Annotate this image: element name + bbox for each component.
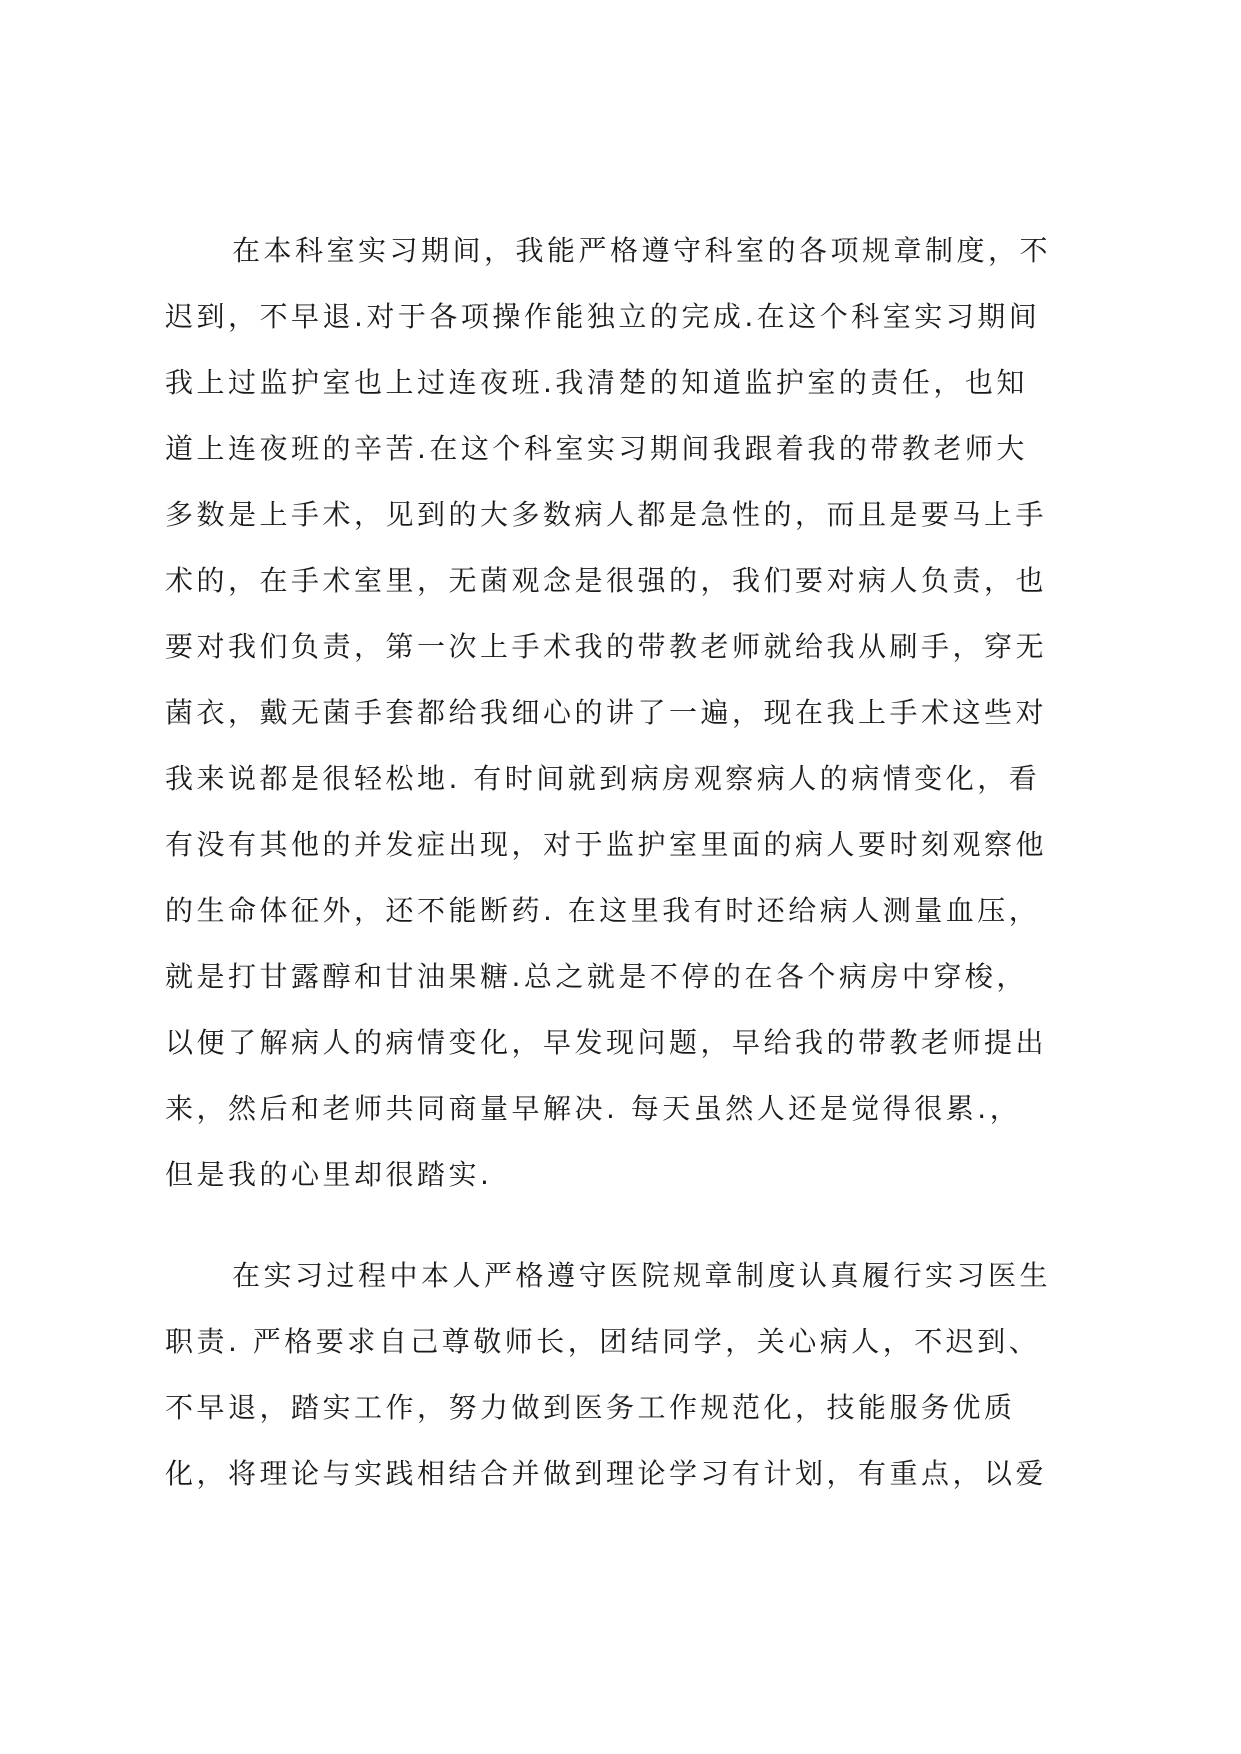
paragraph-line: 术的，在手术室里，无菌观念是很强的，我们要对病人负责，也 <box>165 564 1048 597</box>
paragraph-line: 职责. 严格要求自己尊敬师长，团结同学，关心病人，不迟到、 <box>165 1325 1041 1358</box>
paragraph-line: 就是打甘露醇和甘油果糖.总之就是不停的在各个病房中穿梭， <box>165 960 1028 993</box>
paragraph-2 <box>165 1243 1095 1507</box>
paragraph-line: 我来说都是很轻松地. 有时间就到病房观察病人的病情变化，看 <box>165 762 1041 795</box>
paragraph-line: 迟到，不早退.对于各项操作能独立的完成.在这个科室实习期间 <box>165 300 1041 333</box>
paragraph-line: 有没有其他的并发症出现，对于监护室里面的病人要时刻观察他 <box>165 828 1048 861</box>
paragraph-line: 的生命体征外，还不能断药. 在这里我有时还给病人测量血压， <box>165 894 1041 927</box>
paragraph-line: 化，将理论与实践相结合并做到理论学习有计划，有重点，以爱 <box>165 1457 1048 1490</box>
paragraph-line: 菌衣，戴无菌手套都给我细心的讲了一遍，现在我上手术这些对 <box>165 696 1048 729</box>
paragraph-line: 要对我们负责，第一次上手术我的带教老师就给我从刷手，穿无 <box>165 630 1048 663</box>
paragraph-line: 以便了解病人的病情变化，早发现问题，早给我的带教老师提出 <box>165 1026 1048 1059</box>
paragraph-line: 在实习过程中本人严格遵守医院规章制度认真履行实习医生 <box>232 1259 1052 1292</box>
paragraph-line: 多数是上手术，见到的大多数病人都是急性的，而且是要马上手 <box>165 498 1048 531</box>
paragraph-line: 但是我的心里却很踏实. <box>165 1158 493 1191</box>
paragraph-1 <box>165 218 1095 1208</box>
paragraph-line: 来，然后和老师共同商量早解决. 每天虽然人还是觉得很累.， <box>165 1092 1022 1125</box>
paragraph-line: 不早退，踏实工作，努力做到医务工作规范化，技能服务优质 <box>165 1391 1016 1424</box>
paragraph-line: 我上过监护室也上过连夜班.我清楚的知道监护室的责任，也知 <box>165 366 1028 399</box>
paragraph-line: 在本科室实习期间，我能严格遵守科室的各项规章制度，不 <box>232 234 1052 267</box>
paragraph-line: 道上连夜班的辛苦.在这个科室实习期间我跟着我的带教老师大 <box>165 432 1028 465</box>
